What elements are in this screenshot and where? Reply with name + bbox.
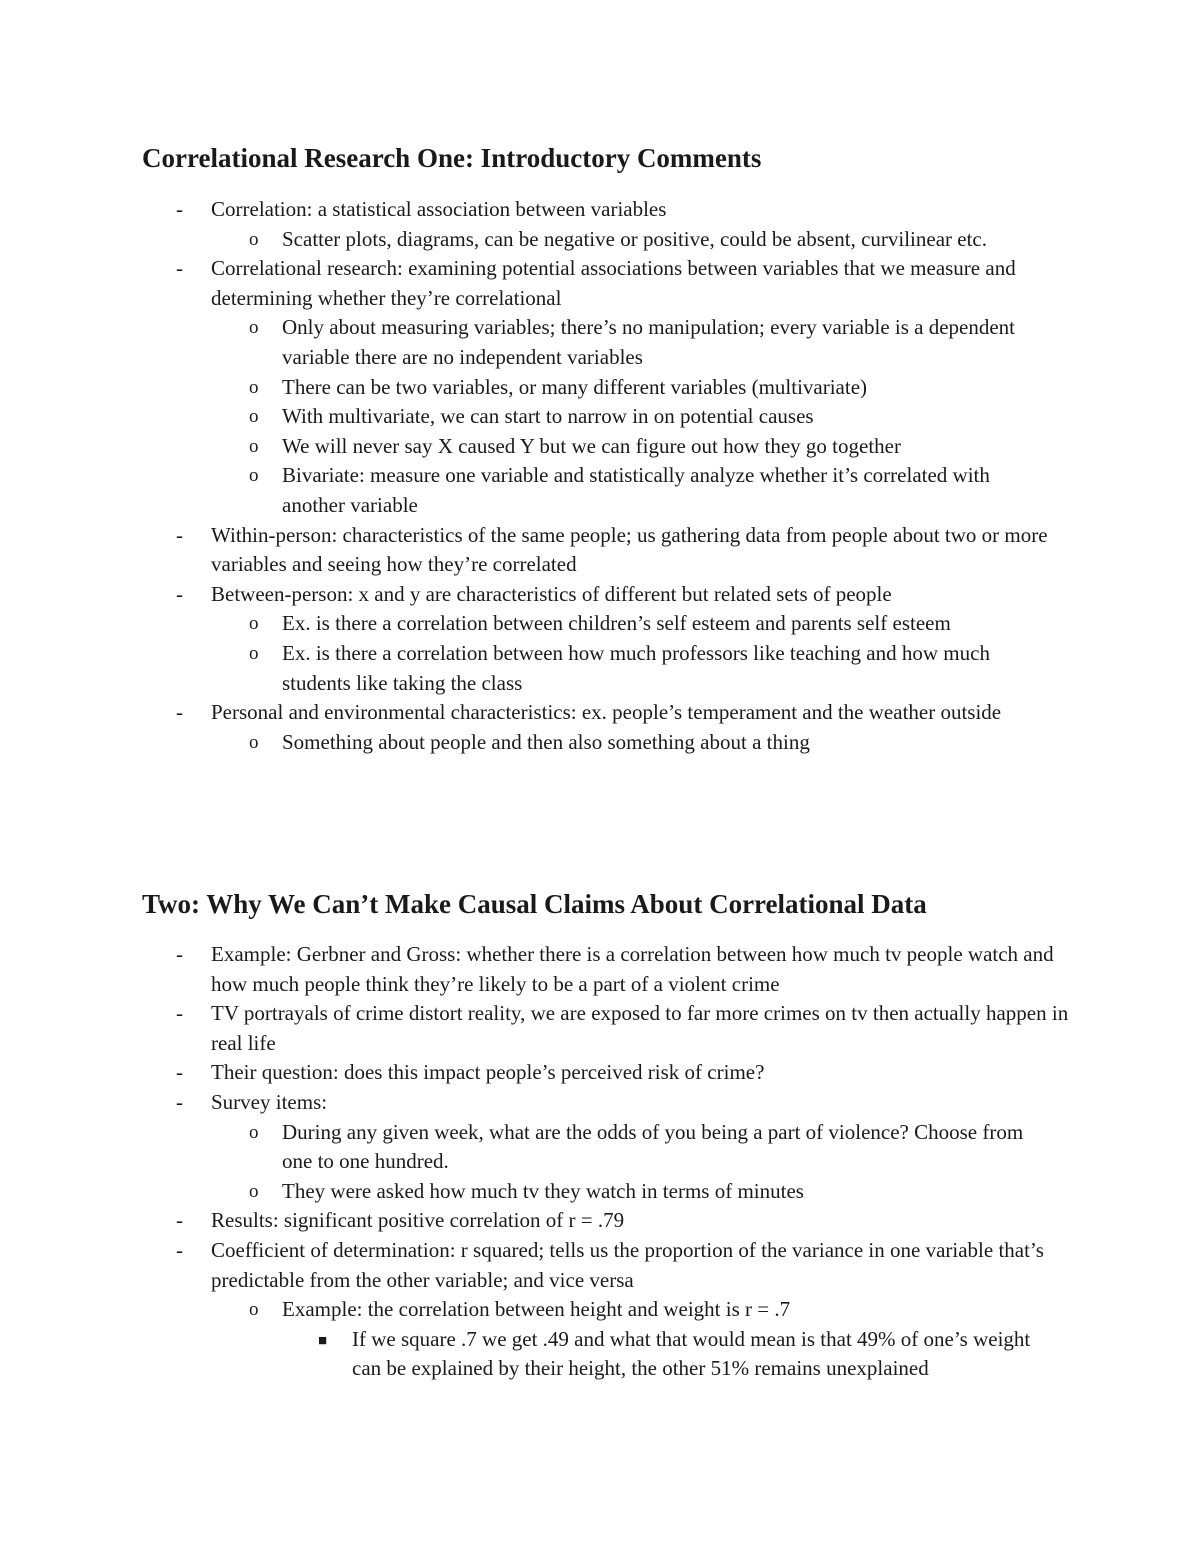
list-item-text: Only about measuring variables; there’s no manipulation; every variable is a dependent variable there are no independent variables <box>282 315 1016 369</box>
list-item-text: Between-person: x and y are characteristics of different but related sets of people <box>211 581 892 606</box>
list-item-text: Ex. is there a correlation between how much professors like teaching and how much students like taking the class <box>282 640 990 695</box>
dash-bullet-icon: - <box>176 522 183 547</box>
list-item <box>0 580 1200 610</box>
list-item-text: Survey items: <box>211 1089 328 1114</box>
list-item <box>0 1088 1200 1118</box>
section-heading-causal-claims: Two: Why We Can’t Make Causal Claims About Correlational Data <box>142 889 927 919</box>
square-bullet-icon: ■ <box>318 1332 328 1349</box>
list-item-text: Example: the correlation between height and weight is r = .7 <box>282 1297 791 1322</box>
list-item-text: We will never say X caused Y but we can figure out how they go together <box>282 433 901 458</box>
list-item <box>0 728 1200 758</box>
circle-bullet-icon: o <box>249 1121 259 1143</box>
list-item-text: During any given week, what are the odds of you being a part of violence? Choose from one to one hundred. <box>282 1119 1024 1174</box>
section-two-bullet-list <box>0 940 1200 1384</box>
list-item-text: Something about people and then also something about a thing <box>282 729 810 754</box>
dash-bullet-icon: - <box>176 1089 183 1114</box>
list-item-text: Scatter plots, diagrams, can be negative or positive, could be absent, curvilinear etc. <box>282 226 988 251</box>
dash-bullet-icon: - <box>176 256 183 281</box>
circle-bullet-icon: o <box>249 1299 259 1321</box>
list-item-text: Personal and environmental characteristics: ex. people’s temperament and the weather outside <box>211 700 1002 725</box>
list-item <box>0 1177 1200 1207</box>
list-item <box>0 940 1200 999</box>
list-item-text: If we square .7 we get .49 and what that would mean is that 49% of one’s weight can be explained by their height, the other 51% remains unexplained <box>352 1326 1031 1381</box>
circle-bullet-icon: o <box>249 642 259 664</box>
list-item-text: Correlation: a statistical association between variables <box>211 197 667 221</box>
list-item <box>0 254 1200 313</box>
circle-bullet-icon: o <box>249 376 259 398</box>
list-item-text: Their question: does this impact people’s perceived risk of crime? <box>211 1060 765 1085</box>
list-item-text: TV portrayals of crime distort reality, we are exposed to far more crimes on tv then actually happen in real life <box>211 1001 1069 1055</box>
list-item <box>0 639 1200 698</box>
list-item-text: Ex. is there a correlation between children’s self esteem and parents self esteem <box>282 611 951 636</box>
list-item <box>0 1325 1200 1384</box>
list-item <box>0 402 1200 432</box>
list-item-text: Correlational research: examining potential associations between variables that we measure and determining whether they’re correlational <box>211 256 1016 310</box>
dash-bullet-icon: - <box>176 1001 183 1026</box>
list-item <box>0 1295 1200 1325</box>
section-one-bullet-list <box>0 195 1200 757</box>
circle-bullet-icon: o <box>249 613 259 635</box>
list-item <box>0 1058 1200 1088</box>
dash-bullet-icon: - <box>176 1208 183 1233</box>
circle-bullet-icon: o <box>249 465 259 487</box>
dash-bullet-icon: - <box>176 1237 183 1262</box>
list-item <box>0 432 1200 462</box>
circle-bullet-icon: o <box>249 317 259 339</box>
list-item <box>0 1236 1200 1295</box>
list-item <box>0 461 1200 520</box>
dash-bullet-icon: - <box>176 942 183 966</box>
list-item-text: Example: Gerbner and Gross: whether there is a correlation between how much tv people watch and how much people think they’re likely to be a part of a violent crime <box>211 942 1054 996</box>
dash-bullet-icon: - <box>176 700 183 725</box>
list-item-text: Within-person: characteristics of the same people; us gathering data from people about two or more variables and seeing how they’re correlated <box>211 522 1048 577</box>
list-item <box>0 1206 1200 1236</box>
list-item <box>0 195 1200 225</box>
circle-bullet-icon: o <box>249 228 259 250</box>
dash-bullet-icon: - <box>176 197 183 221</box>
dash-bullet-icon: - <box>176 581 183 606</box>
list-item <box>0 1118 1200 1177</box>
dash-bullet-icon: - <box>176 1060 183 1085</box>
list-item <box>0 609 1200 639</box>
circle-bullet-icon: o <box>249 731 259 753</box>
list-item-text: Coefficient of determination: r squared; tells us the proportion of the variance in one variable that’s predictable from the other variable; and vice versa <box>211 1237 1044 1292</box>
list-item-text: Bivariate: measure one variable and statistically analyze whether it’s correlated with another variable <box>282 463 990 517</box>
list-item <box>0 225 1200 255</box>
list-item-text: With multivariate, we can start to narrow in on potential causes <box>282 404 814 429</box>
section-heading-correlational-research: Correlational Research One: Introductory Comments <box>142 143 762 173</box>
list-item-text: They were asked how much tv they watch in terms of minutes <box>282 1178 804 1203</box>
circle-bullet-icon: o <box>249 435 259 457</box>
circle-bullet-icon: o <box>249 406 259 428</box>
list-item <box>0 999 1200 1058</box>
list-item-text: There can be two variables, or many different variables (multivariate) <box>282 374 868 399</box>
list-item-text: Results: significant positive correlation of r = .79 <box>211 1208 625 1233</box>
list-item <box>0 373 1200 403</box>
circle-bullet-icon: o <box>249 1180 259 1202</box>
list-item <box>0 521 1200 580</box>
list-item <box>0 313 1200 372</box>
list-item <box>0 698 1200 728</box>
